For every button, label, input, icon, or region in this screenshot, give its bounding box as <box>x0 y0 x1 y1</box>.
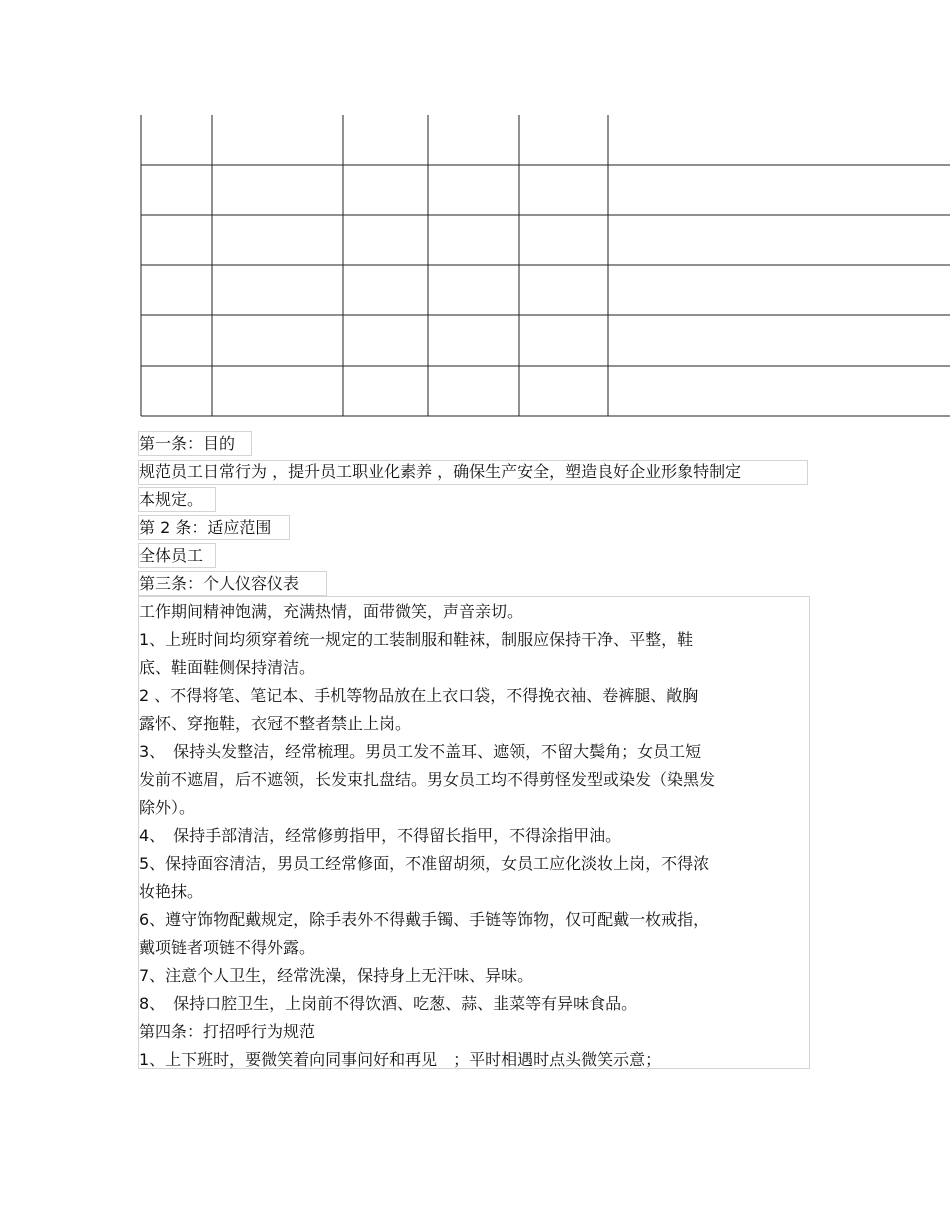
article3-line-3: 2 、不得将笔、笔记本、手机等物品放在上衣口袋，不得挽衣袖、卷裤腿、敞胸 <box>139 686 699 705</box>
article1-heading: 第一条：目的 <box>139 434 236 453</box>
article3-line-1: 1、上班时间均须穿着统一规定的工装制服和鞋袜，制服应保持干净、平整，鞋 <box>139 630 694 649</box>
article4-heading: 第四条：打招呼行为规范 <box>139 1022 316 1041</box>
article2-heading: 第 2 条：适应范围 <box>139 518 272 537</box>
article3-line-2: 底、鞋面鞋侧保持清洁。 <box>139 658 316 677</box>
article3-line-11: 6、遵守饰物配戴规定，除手表外不得戴手镯、手链等饰物，仅可配戴一枚戒指， <box>139 910 710 929</box>
article3-line-12: 戴项链者项链不得外露。 <box>139 938 316 957</box>
article1-text-line-1: 规范员工日常行为 ，提升员工职业化素养 ，确保生产安全，塑造良好企业形象特制定 <box>139 462 742 481</box>
article3-line-14: 8、 保持口腔卫生，上岗前不得饮酒、吃葱、蒜、韭菜等有异味食品。 <box>139 994 638 1013</box>
article3-heading: 第三条：个人仪容仪表 <box>139 574 300 593</box>
article2-text: 全体员工 <box>139 546 204 565</box>
article3-line-10: 妆艳抹。 <box>139 882 204 901</box>
article3-intro: 工作期间精神饱满，充满热情，面带微笑，声音亲切。 <box>139 602 524 621</box>
article3-line-8: 4、 保持手部清洁，经常修剪指甲，不得留长指甲，不得涂指甲油。 <box>139 826 622 845</box>
article4-line-1: 1、上下班时，要微笑着向同事问好和再见 ；平时相遇时点头微笑示意； <box>139 1050 662 1069</box>
article3-line-4: 露怀、穿拖鞋，衣冠不整者禁止上岗。 <box>139 714 412 733</box>
article3-line-9: 5、保持面容清洁，男员工经常修面，不准留胡须，女员工应化淡妆上岗，不得浓 <box>139 854 710 873</box>
blank-table <box>0 0 950 420</box>
article3-line-7: 除外）。 <box>139 798 196 817</box>
article3-line-5: 3、 保持头发整洁，经常梳理。男员工发不盖耳、遮领，不留大鬓角；女员工短 <box>139 742 702 761</box>
article3-line-6: 发前不遮眉，后不遮领，长发束扎盘结。男女员工均不得剪怪发型或染发（染黑发 <box>139 770 716 789</box>
article3-line-13: 7、注意个人卫生，经常洗澡，保持身上无汗味、异味。 <box>139 966 534 985</box>
article1-text-line-2: 本规定。 <box>139 490 204 509</box>
